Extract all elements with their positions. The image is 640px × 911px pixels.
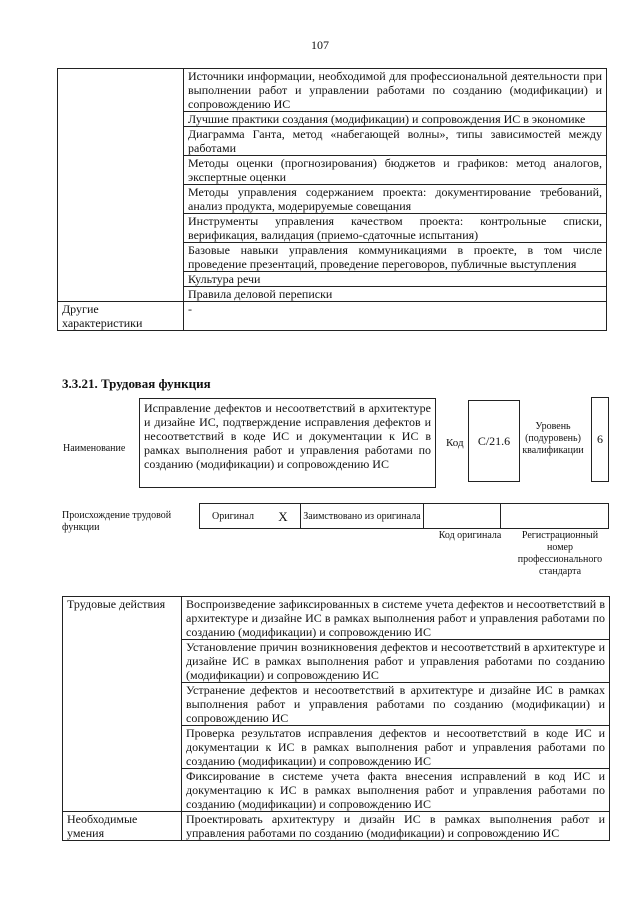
origin-table [199, 503, 609, 529]
caption-original-code: Код оригинала [438, 530, 502, 541]
skill-item: Проектировать архитектуру и дизайн ИС в рамках выполнения работ и управления работами по созданию (модификации) и сопровождению ИС [182, 812, 610, 841]
knowledge-item: Правила деловой переписки [184, 287, 607, 302]
code-label: Код [446, 437, 464, 449]
actions-label: Трудовые действия [63, 597, 182, 812]
knowledge-table [57, 68, 607, 331]
action-item: Установление причин возникновения дефектов и несоответствий в архитектуре и дизайне ИС в рамках выполнения работ и управления работами по созданию (модификации) и сопровождению ИС [182, 640, 610, 683]
action-item: Воспроизведение зафиксированных в системе учета дефектов и несоответствий в архитектуре и дизайне ИС в рамках выполнения работ и управления работами по созданию (модификации) и сопровождению ИС [182, 597, 610, 640]
knowledge-item: Диаграмма Ганта, метод «набегающей волны», типы зависимостей между работами [184, 127, 607, 156]
other-characteristics-value: - [184, 302, 607, 331]
action-item: Устранение дефектов и несоответствий в архитектуре и дизайне ИС в рамках выполнения работ и управления работами по созданию (модификации) и сопровождению ИС [182, 683, 610, 726]
knowledge-item: Культура речи [184, 272, 607, 287]
origin-label: Происхождение трудовой функции [62, 510, 172, 533]
knowledge-item: Методы оценки (прогнозирования) бюджетов и графиков: метод аналогов, экспертные оценки [184, 156, 607, 185]
knowledge-label-cell [58, 69, 184, 302]
code-box: C/21.6 [468, 400, 520, 482]
page-number: 107 [311, 38, 329, 52]
name-label: Наименование [63, 443, 126, 454]
other-characteristics-label: Другие характеристики [58, 302, 184, 331]
function-details-table [62, 596, 610, 841]
skills-label: Необходимые умения [63, 812, 182, 841]
knowledge-item: Инструменты управления качеством проекта: контрольные списки, верификация, валидация (приемо-сдаточные испытания) [184, 214, 607, 243]
function-name-box: Исправление дефектов и несоответствий в архитектуре и дизайне ИС, подтверждение исправления дефектов и несоответствий в коде ИС и документации к ИС в рамках выполнения работ и управления работами по созданию (модификации) и сопровождению ИС [139, 398, 436, 488]
borrowed-label: Заимствовано из оригинала [301, 504, 424, 529]
level-label: Уровень (подуровень) квалификации [522, 421, 584, 456]
action-item: Проверка результатов исправления дефектов и несоответствий в коде ИС и документации к ИС в рамках выполнения работ и управления работами по созданию (модификации) и сопровождению ИС [182, 726, 610, 769]
registration-number-cell [501, 504, 609, 529]
knowledge-item: Базовые навыки управления коммуникациями в проекте, в том числе проведение презентаций, проведение переговоров, публичные выступления [184, 243, 607, 272]
original-code-cell [424, 504, 501, 529]
section-heading: 3.3.21. Трудовая функция [62, 376, 211, 391]
knowledge-item: Источники информации, необходимой для профессиональной деятельности при выполнении работ и управлении работами по созданию (модификации) и сопровождению ИС [184, 69, 607, 112]
original-mark: X [266, 504, 301, 529]
knowledge-item: Методы управления содержанием проекта: документирование требований, анализ продукта, модерируемые совещания [184, 185, 607, 214]
action-item: Фиксирование в системе учета факта внесения исправлений в код ИС и документацию к ИС в рамках выполнения работ и управления работами по созданию (модификации) и сопровождению ИС [182, 769, 610, 812]
caption-registration-number: Регистрационный номер профессионального стандарта [517, 530, 603, 577]
knowledge-item: Лучшие практики создания (модификации) и сопровождения ИС в экономике [184, 112, 607, 127]
original-label: Оригинал [200, 504, 267, 529]
level-box: 6 [591, 397, 609, 482]
